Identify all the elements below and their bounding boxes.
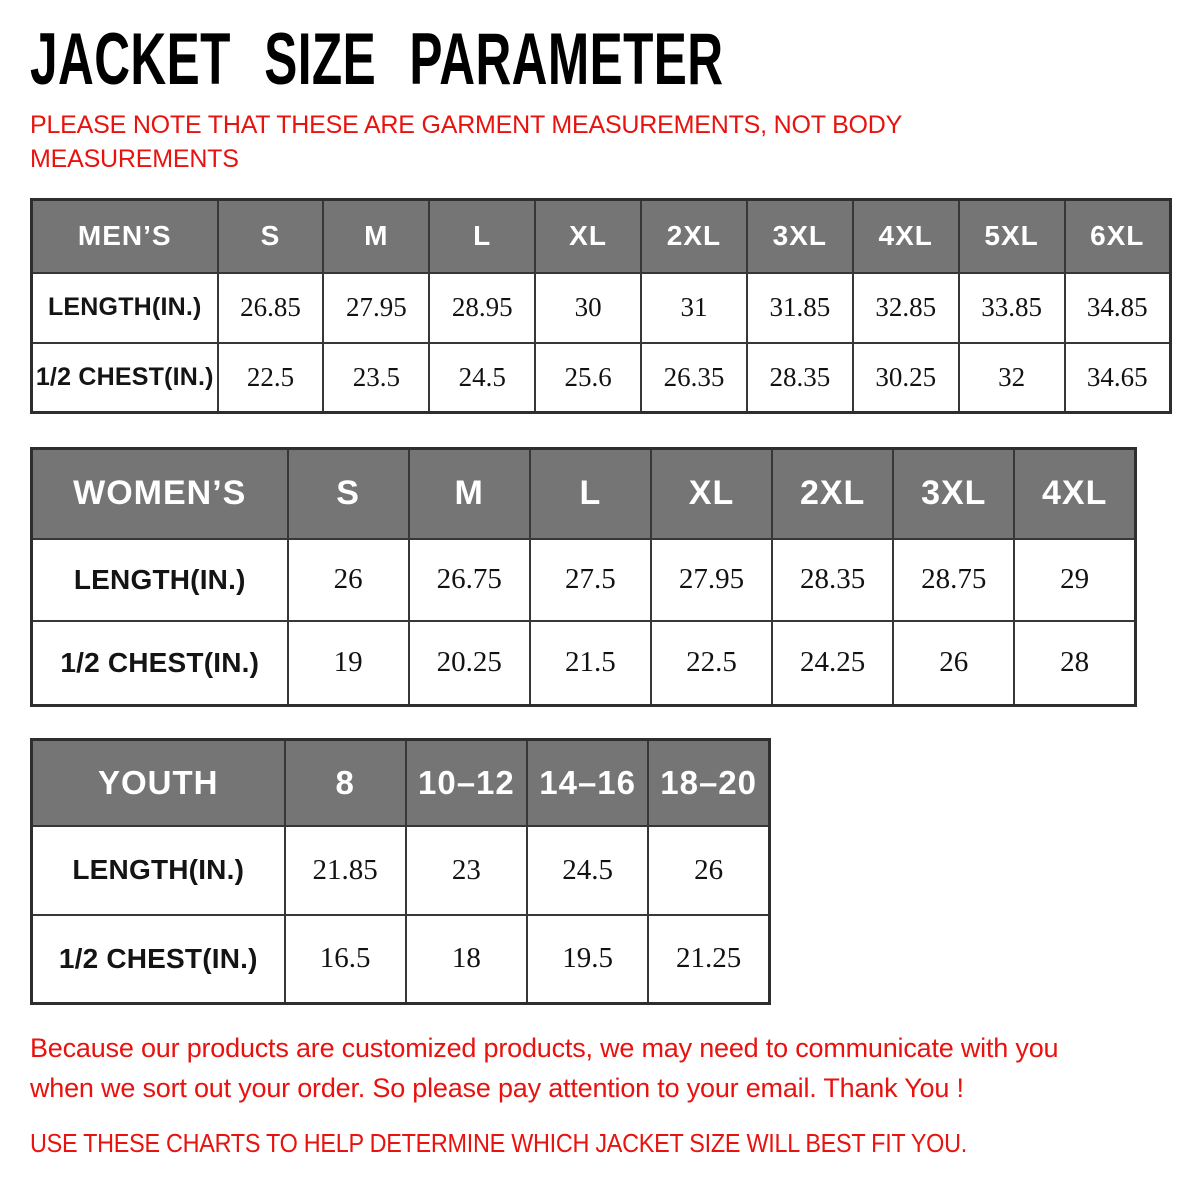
youth-size-header-14-16: 14–16 (527, 740, 648, 826)
womens-chest-value: 21.5 (530, 621, 651, 706)
womens-size-header-3xl: 3XL (893, 449, 1014, 539)
mens-length-value: 27.95 (323, 273, 429, 343)
youth-length-row (32, 826, 770, 915)
womens-length-value: 28.35 (772, 539, 893, 621)
mens-length-value: 32.85 (853, 273, 959, 343)
mens-chest-value: 30.25 (853, 343, 959, 413)
mens-size-header-6xl: 6XL (1065, 200, 1171, 273)
customization-notice-line-2: when we sort out your order. So please pay attention to your email. Thank You ! (30, 1073, 964, 1103)
womens-size-header-2xl: 2XL (772, 449, 893, 539)
mens-length-value: 31.85 (747, 273, 853, 343)
womens-length-value: 27.5 (530, 539, 651, 621)
youth-size-header-10-12: 10–12 (406, 740, 527, 826)
womens-chest-row (32, 621, 1136, 706)
mens-length-value: 28.95 (429, 273, 535, 343)
womens-length-value: 29 (1014, 539, 1135, 621)
womens-chest-value: 24.25 (772, 621, 893, 706)
mens-size-header-5xl: 5XL (959, 200, 1065, 273)
youth-chest-label: 1/2 CHEST(IN.) (32, 915, 285, 1004)
fit-advice-text: USE THESE CHARTS TO HELP DETERMINE WHICH JACKET SIZE WILL BEST FIT YOU. (30, 1128, 967, 1158)
youth-length-label: LENGTH(IN.) (32, 826, 285, 915)
youth-length-value: 24.5 (527, 826, 648, 915)
mens-chest-value: 28.35 (747, 343, 853, 413)
garment-measurements-note (30, 108, 902, 176)
mens-length-value: 31 (641, 273, 747, 343)
womens-size-header-xl: XL (651, 449, 772, 539)
page-title: JACKET SIZE PARAMETER (30, 19, 724, 101)
garment-note-line-2: MEASUREMENTS (30, 145, 239, 173)
youth-header-row (32, 740, 770, 826)
womens-chest-value: 28 (1014, 621, 1135, 706)
youth-length-value: 26 (648, 826, 769, 915)
mens-chest-value: 25.6 (535, 343, 641, 413)
mens-length-value: 30 (535, 273, 641, 343)
youth-chest-value: 18 (406, 915, 527, 1004)
mens-length-value: 33.85 (959, 273, 1065, 343)
womens-size-header-l: L (530, 449, 651, 539)
mens-size-table (30, 198, 1172, 414)
customization-notice (30, 1028, 1058, 1108)
mens-chest-label: 1/2 CHEST(IN.) (32, 343, 218, 413)
womens-length-row (32, 539, 1136, 621)
mens-length-row (32, 273, 1171, 343)
womens-length-value: 27.95 (651, 539, 772, 621)
womens-table-title-cell: WOMEN’S (32, 449, 288, 539)
youth-chest-value: 19.5 (527, 915, 648, 1004)
mens-length-value: 34.85 (1065, 273, 1171, 343)
mens-size-header-s: S (218, 200, 324, 273)
garment-note-line-1: PLEASE NOTE THAT THESE ARE GARMENT MEASUREMENTS, NOT BODY (30, 111, 903, 139)
womens-chest-label: 1/2 CHEST(IN.) (32, 621, 288, 706)
youth-chest-value: 16.5 (285, 915, 406, 1004)
youth-chest-value: 21.25 (648, 915, 769, 1004)
womens-chest-value: 19 (288, 621, 409, 706)
womens-size-header-m: M (409, 449, 530, 539)
mens-chest-value: 26.35 (641, 343, 747, 413)
mens-chest-value: 32 (959, 343, 1065, 413)
mens-chest-value: 24.5 (429, 343, 535, 413)
youth-length-value: 23 (406, 826, 527, 915)
youth-table-title-cell: YOUTH (32, 740, 285, 826)
customization-notice-line-1: Because our products are customized products, we may need to communicate with you (30, 1033, 1059, 1063)
youth-size-header-8: 8 (285, 740, 406, 826)
mens-chest-row (32, 343, 1171, 413)
womens-length-value: 26 (288, 539, 409, 621)
womens-length-value: 28.75 (893, 539, 1014, 621)
mens-table-title-cell: MEN’S (32, 200, 218, 273)
womens-chest-value: 26 (893, 621, 1014, 706)
mens-size-header-4xl: 4XL (853, 200, 959, 273)
mens-size-header-m: M (323, 200, 429, 273)
mens-size-header-xl: XL (535, 200, 641, 273)
womens-chest-value: 20.25 (409, 621, 530, 706)
mens-size-header-3xl: 3XL (747, 200, 853, 273)
womens-chest-value: 22.5 (651, 621, 772, 706)
mens-chest-value: 22.5 (218, 343, 324, 413)
mens-length-value: 26.85 (218, 273, 324, 343)
womens-header-row (32, 449, 1136, 539)
womens-size-header-4xl: 4XL (1014, 449, 1135, 539)
mens-chest-value: 23.5 (323, 343, 429, 413)
mens-length-label: LENGTH(IN.) (32, 273, 218, 343)
mens-size-header-2xl: 2XL (641, 200, 747, 273)
womens-size-header-s: S (288, 449, 409, 539)
womens-length-value: 26.75 (409, 539, 530, 621)
mens-header-row (32, 200, 1171, 273)
youth-chest-row (32, 915, 770, 1004)
mens-chest-value: 34.65 (1065, 343, 1171, 413)
womens-size-table (30, 447, 1137, 707)
womens-length-label: LENGTH(IN.) (32, 539, 288, 621)
mens-size-header-l: L (429, 200, 535, 273)
youth-size-header-18-20: 18–20 (648, 740, 769, 826)
youth-length-value: 21.85 (285, 826, 406, 915)
youth-size-table (30, 738, 771, 1005)
